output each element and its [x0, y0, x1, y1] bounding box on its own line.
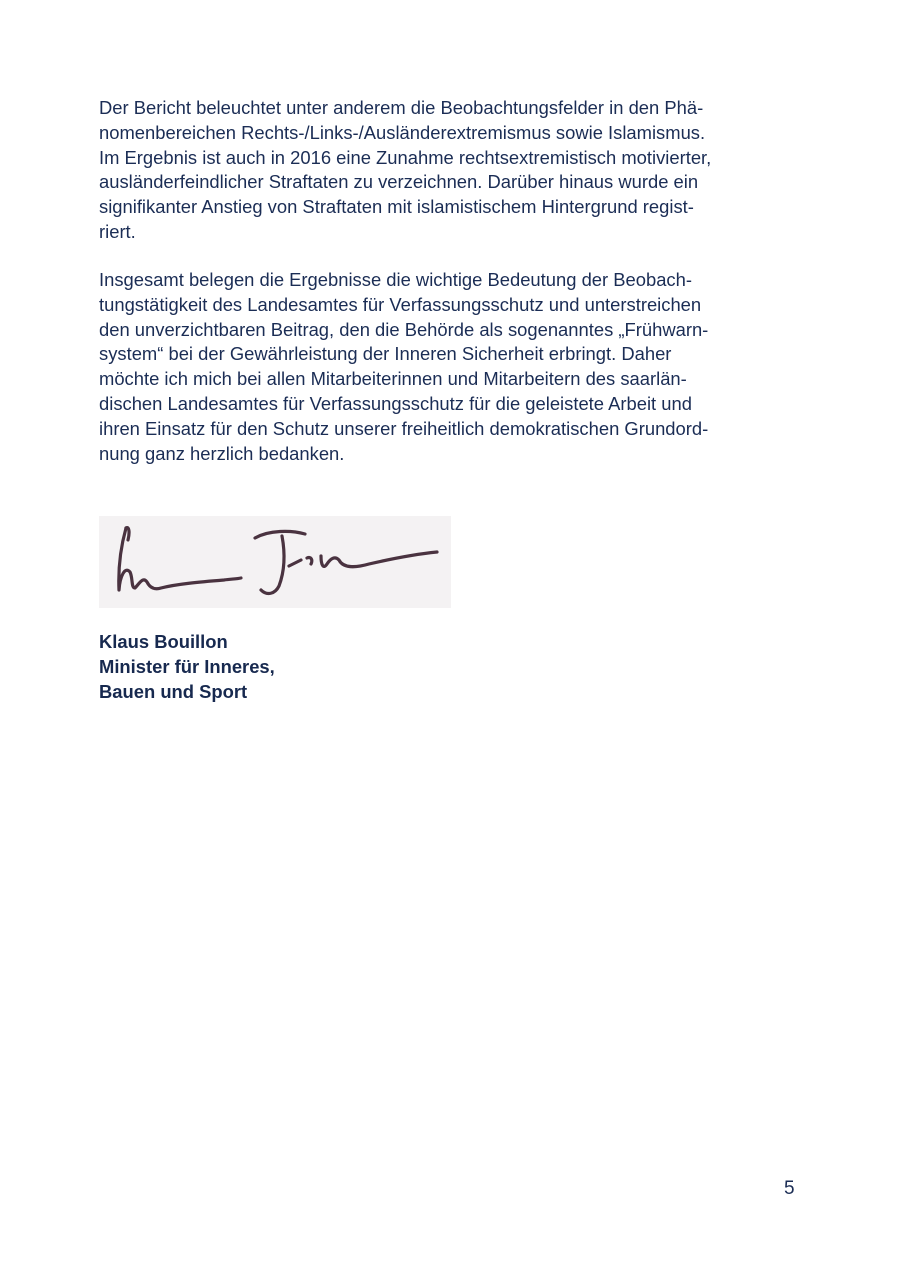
body-paragraph-1	[99, 96, 799, 245]
handwritten-signature	[99, 516, 451, 608]
page-number: 5	[784, 1178, 795, 1199]
signature-drawing	[99, 516, 451, 608]
text-line: Insgesamt belegen die Ergebnisse die wichtige Bedeutung der Beobach-	[99, 269, 692, 290]
text-line: signifikanter Anstieg von Straftaten mit islamistischem Hintergrund regist-	[99, 196, 694, 218]
signatory-block	[99, 630, 275, 704]
text-line: Der Bericht beleuchtet unter anderem die Beobachtungsfelder in den Phä-	[99, 97, 704, 118]
signatory-title-line-2: Bauen und Sport	[99, 680, 248, 702]
text-line: dischen Landesamtes für Verfassungsschutz für die geleistete Arbeit und	[99, 392, 692, 414]
text-line: tungstätigkeit des Landesamtes für Verfassungsschutz und unterstreichen	[99, 293, 702, 315]
signatory-title-line-1: Minister für Inneres,	[99, 655, 275, 677]
body-paragraph-2	[99, 268, 799, 466]
text-line: Im Ergebnis ist auch in 2016 eine Zunahme rechtsextremistisch motivierter,	[99, 146, 712, 168]
text-line: ausländerfeindlicher Straftaten zu verzeichnen. Darüber hinaus wurde ein	[99, 171, 699, 193]
signatory-name: Klaus Bouillon	[99, 631, 228, 652]
text-line: nung ganz herzlich bedanken.	[99, 442, 345, 464]
text-line: nomenbereichen Rechts-/Links-/Ausländerextremismus sowie Islamismus.	[99, 121, 706, 143]
text-line: den unverzichtbaren Beitrag, den die Behörde als sogenanntes „Frühwarn-	[99, 318, 709, 340]
text-line: riert.	[99, 220, 136, 242]
text-line: möchte ich mich bei allen Mitarbeiterinnen und Mitarbeitern des saarlän-	[99, 368, 687, 390]
text-line: ihren Einsatz für den Schutz unserer freiheitlich demokratischen Grundord-	[99, 417, 709, 439]
text-line: system“ bei der Gewährleistung der Inneren Sicherheit erbringt. Daher	[99, 343, 672, 365]
